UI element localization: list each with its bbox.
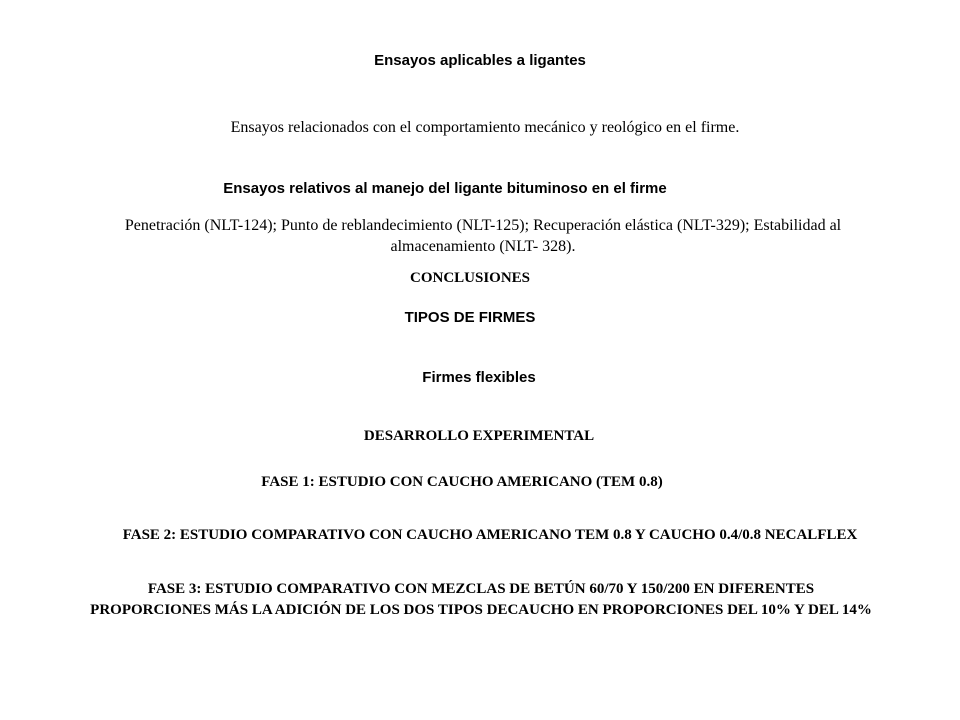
handling-tests-list: Penetración (NLT-124); Punto de reblandecimiento (NLT-125); Recuperación elástica (NLT-329); Estabilidad al almacenamiento (NLT- 328). [124,217,842,255]
phase-3-text: FASE 3: ESTUDIO COMPARATIVO CON MEZCLAS DE BETÚN 60/70 Y 150/200 EN DIFERENTES PROPORCIONES MÁS LA ADICIÓN DE LOS DOS TIPOS DECAUCHO EN PROPORCIONES DEL 10% Y DEL 14% [90,581,872,619]
experimental-heading: DESARROLLO EXPERIMENTAL [363,428,595,444]
conclusions-heading: CONCLUSIONES [409,270,531,286]
phase-1-text: FASE 1: ESTUDIO CON CAUCHO AMERICANO (TEM 0.8) [261,474,663,490]
mechanical-tests-text: Ensayos relacionados con el comportamiento mecánico y reológico en el firme. [230,119,740,136]
phase-2-text: FASE 2: ESTUDIO COMPARATIVO CON CAUCHO AMERICANO TEM 0.8 Y CAUCHO 0.4/0.8 NECALFLEX [122,527,858,543]
flexible-pavements-heading: Firmes flexibles [422,369,536,386]
handling-tests-heading: Ensayos relativos al manejo del ligante bituminoso en el firme [223,180,667,197]
heading-binder-tests: Ensayos aplicables a ligantes [374,52,586,69]
pavement-types-heading: TIPOS DE FIRMES [404,309,536,326]
